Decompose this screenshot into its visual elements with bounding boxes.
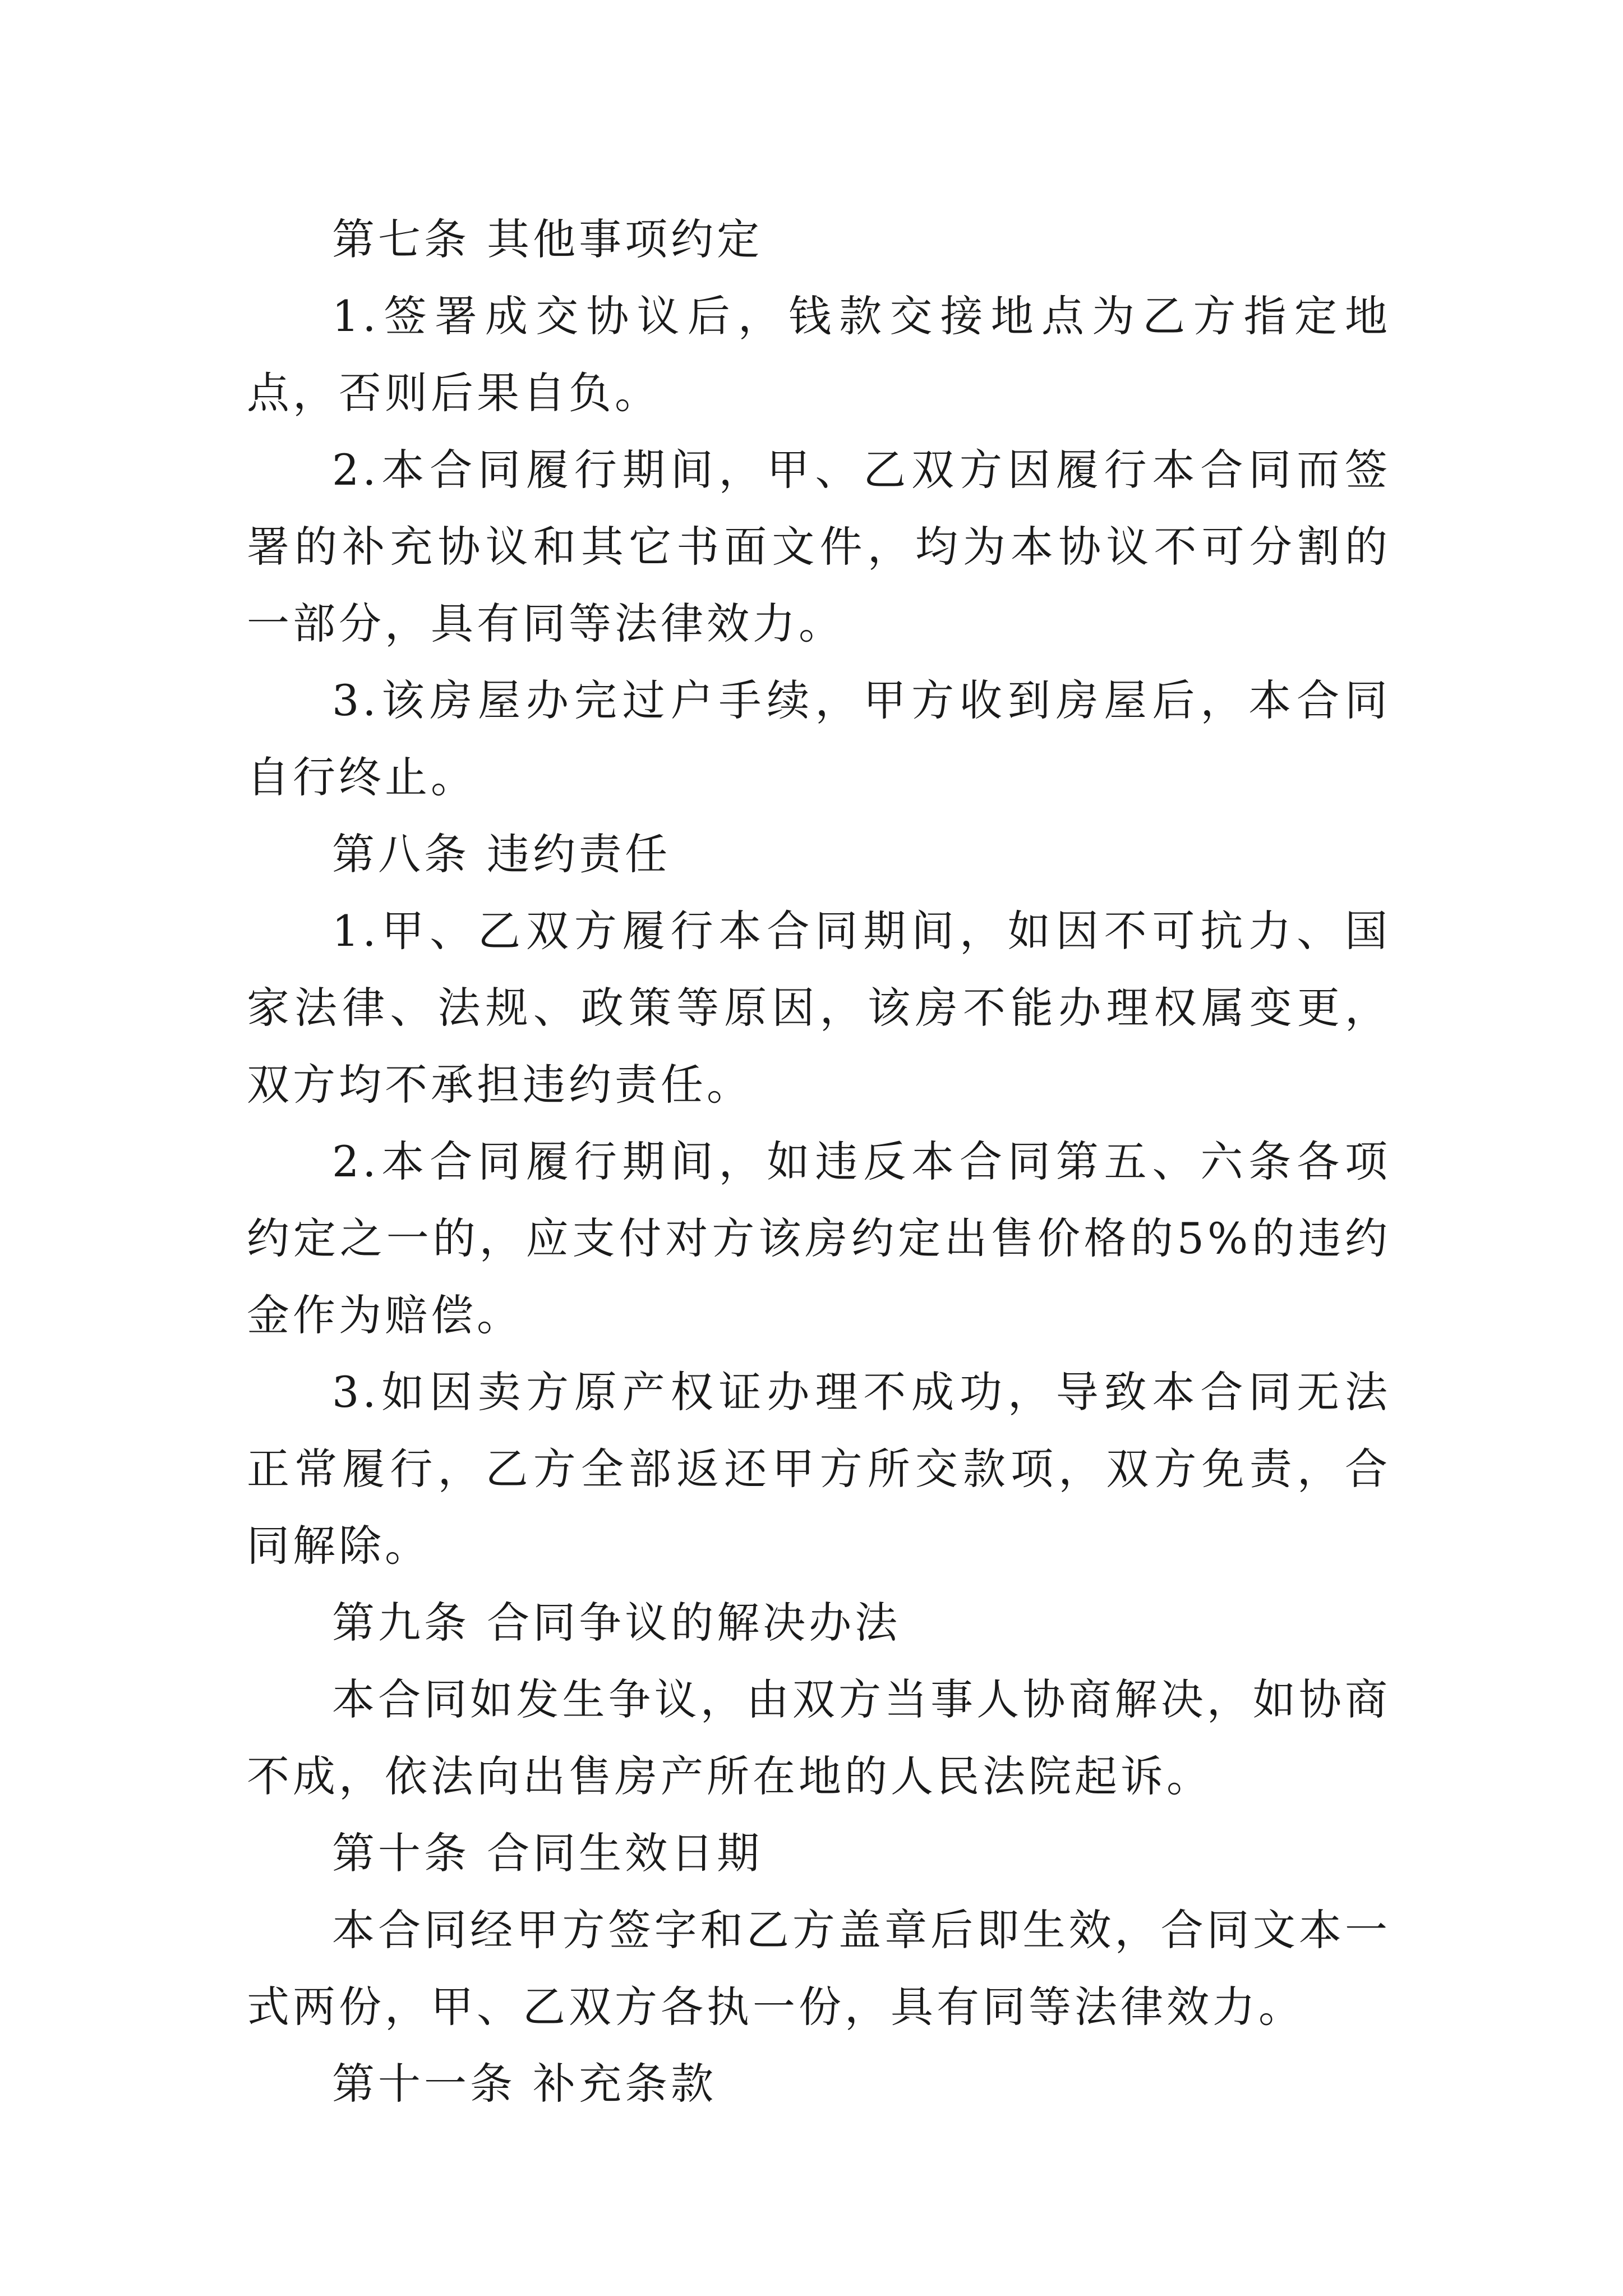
article-11-heading: 第十一条 补充条款 <box>332 2059 717 2109</box>
article-10-heading: 第十条 合同生效日期 <box>332 1828 763 1878</box>
article-7-clause-3: 3.该房屋办完过户手续，甲方收到房屋后，本合同自行终止。 <box>247 675 1391 802</box>
contract-text <box>247 201 1391 2122</box>
article-8-heading: 第八条 违约责任 <box>332 829 671 879</box>
article-8-clause-3: 3.如因卖方原产权证办理不成功，导致本合同无法正常履行，乙方全部返还甲方所交款项，双方免责，合同解除。 <box>247 1367 1391 1571</box>
article-9-heading: 第九条 合同争议的解决办法 <box>332 1598 901 1648</box>
article-9-body: 本合同如发生争议，由双方当事人协商解决，如协商不成，依法向出售房产所在地的人民法院起诉。 <box>247 1674 1391 1801</box>
article-7-clause-1: 1.签署成交协议后，钱款交接地点为乙方指定地点，否则后果自负。 <box>247 291 1391 418</box>
article-10-body: 本合同经甲方签字和乙方盖章后即生效，合同文本一式两份，甲、乙双方各执一份，具有同等法律效力。 <box>247 1905 1391 2032</box>
article-7-clause-2: 2.本合同履行期间，甲、乙双方因履行本合同而签署的补充协议和其它书面文件，均为本协议不可分割的一部分，具有同等法律效力。 <box>247 445 1391 648</box>
article-8-clause-2: 2.本合同履行期间，如违反本合同第五、六条各项约定之一的，应支付对方该房约定出售价格的5%的违约金作为赔偿。 <box>247 1137 1391 1340</box>
article-7-heading: 第七条 其他事项约定 <box>332 214 763 264</box>
article-8-clause-1: 1.甲、乙双方履行本合同期间，如因不可抗力、国家法律、法规、政策等原因，该房不能办理权属变更，双方均不承担违约责任。 <box>247 906 1391 1110</box>
